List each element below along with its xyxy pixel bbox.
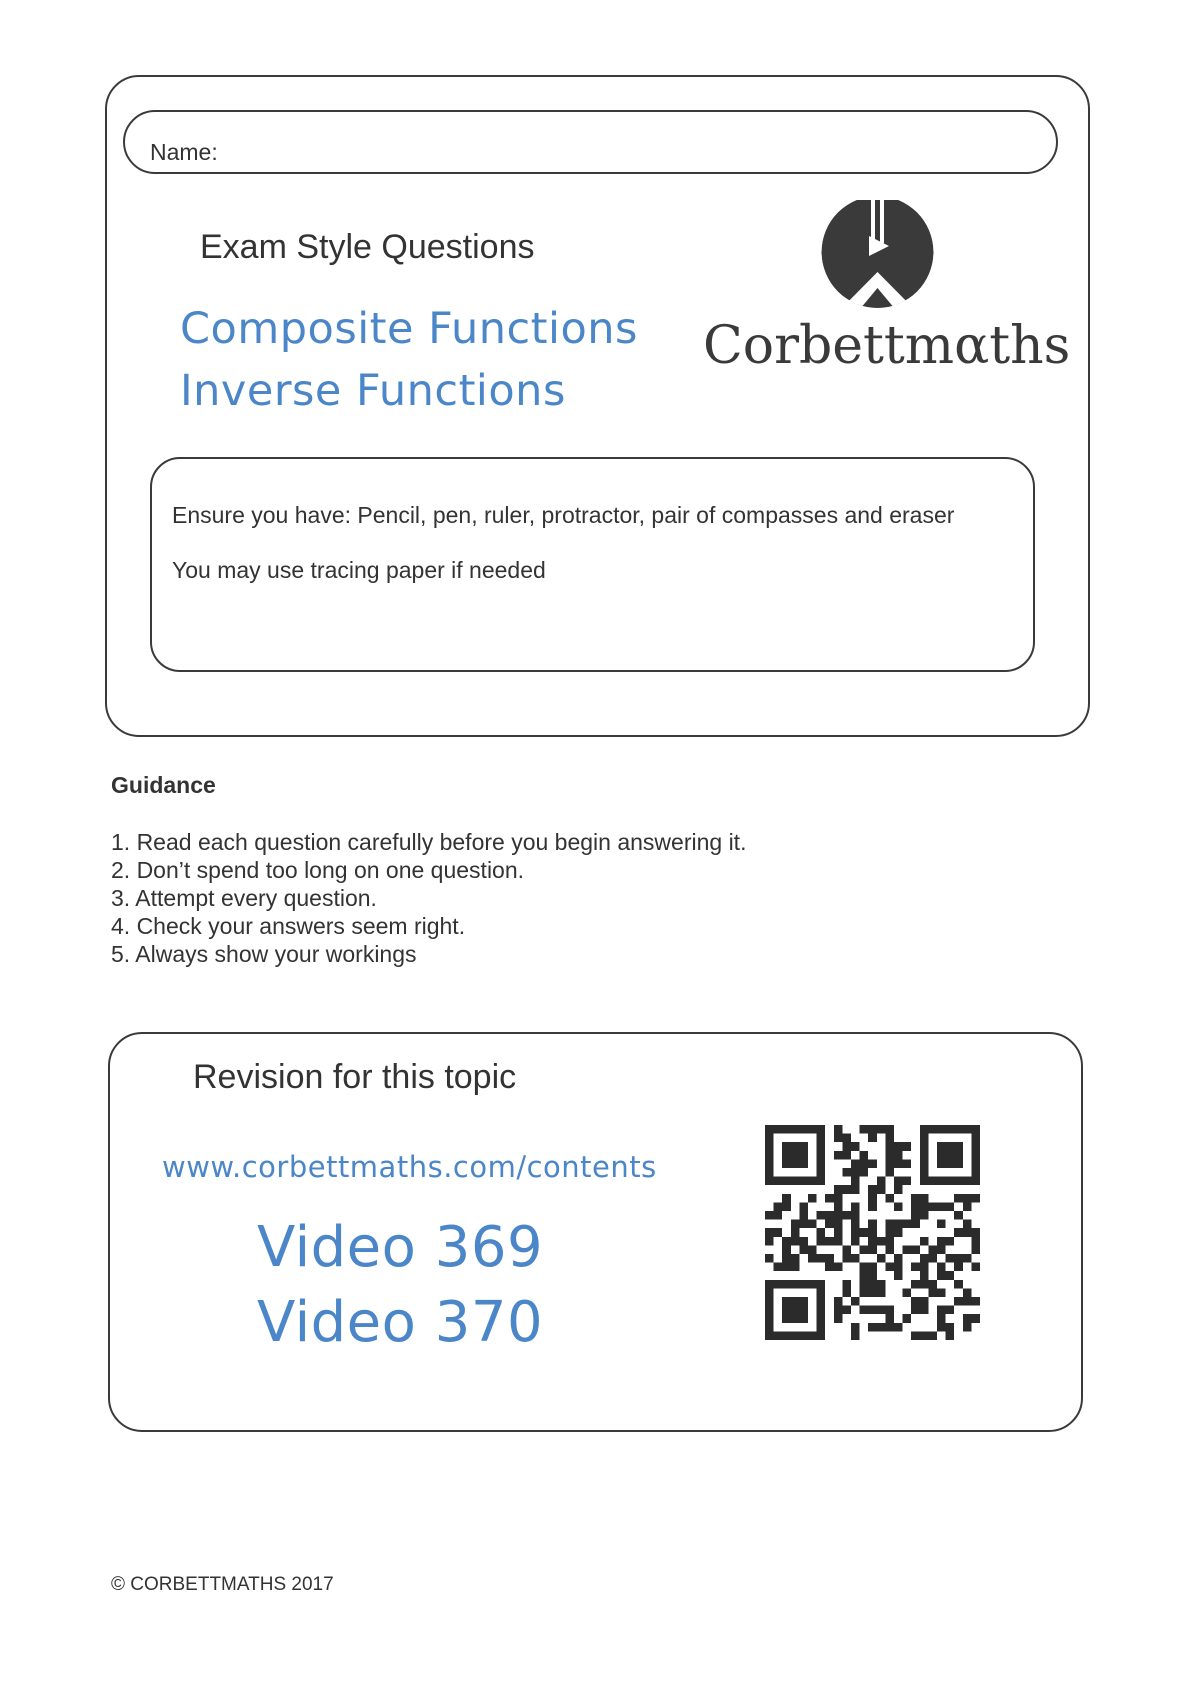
guidance-item: 3. Attempt every question. <box>111 885 377 911</box>
name-label: Name: <box>150 139 218 165</box>
copyright-notice: © CORBETTMATHS 2017 <box>111 1574 334 1595</box>
guidance-item: 2. Don’t spend too long on one question. <box>111 857 525 883</box>
guidance-item: 5. Always show your workings <box>111 941 417 967</box>
corbettmaths-logo-icon <box>815 200 940 310</box>
logo-wordmark: Corbettmαths <box>703 316 1071 376</box>
topic-title-composite: Composite Functions <box>180 304 638 354</box>
video-link-2[interactable]: Video 370 <box>257 1290 544 1355</box>
topic-title-inverse: Inverse Functions <box>180 366 566 416</box>
guidance-list <box>111 828 746 968</box>
video-link-1[interactable]: Video 369 <box>257 1215 544 1280</box>
guidance-heading: Guidance <box>111 772 216 798</box>
tracing-paper-note: You may use tracing paper if needed <box>172 557 546 583</box>
equipment-text: Ensure you have: Pencil, pen, ruler, protractor, pair of compasses and eraser <box>172 502 955 528</box>
exam-title: Exam Style Questions <box>200 228 535 266</box>
name-field[interactable] <box>123 110 1058 174</box>
guidance-item: 1. Read each question carefully before you begin answering it. <box>111 829 747 855</box>
guidance-item: 4. Check your answers seem right. <box>111 913 466 939</box>
qr-code-icon[interactable] <box>765 1125 980 1340</box>
revision-link[interactable]: www.corbettmaths.com/contents <box>162 1150 657 1184</box>
revision-heading: Revision for this topic <box>193 1058 517 1096</box>
